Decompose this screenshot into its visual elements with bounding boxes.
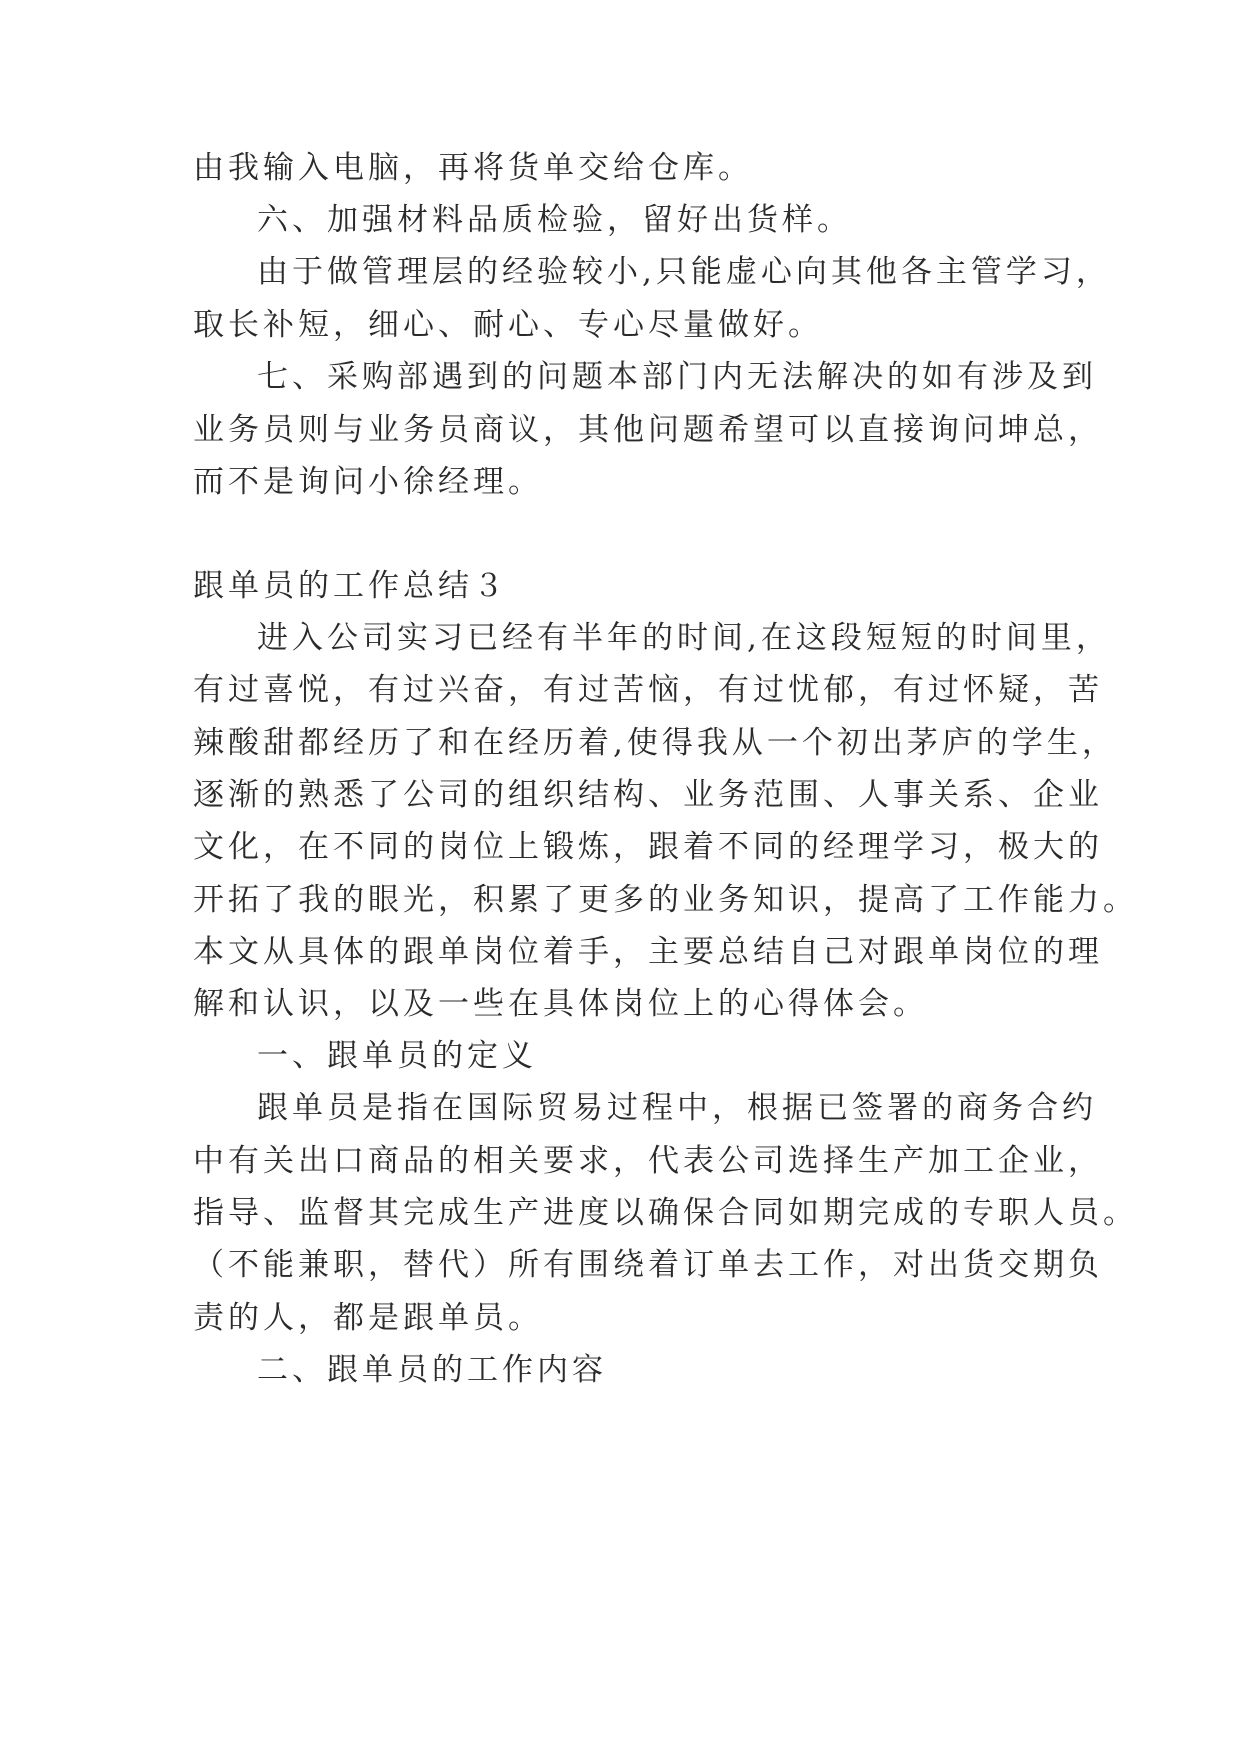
subheading: 二、跟单员的工作内容	[257, 1352, 607, 1388]
text-line: 逐渐的熟悉了公司的组织结构、业务范围、人事关系、企业	[193, 777, 1103, 813]
text-line: 指导、监督其完成生产进度以确保合同如期完成的专职人员。	[193, 1195, 1138, 1231]
text-line: （不能兼职，替代）所有围绕着订单去工作，对出货交期负	[193, 1247, 1103, 1283]
text-line: 取长补短，细心、耐心、专心尽量做好。	[193, 307, 823, 343]
text-line: 辣酸甜都经历了和在经历着,使得我从一个初出茅庐的学生，	[193, 725, 1117, 761]
text-line: 中有关出口商品的相关要求，代表公司选择生产加工企业，	[193, 1143, 1103, 1179]
subheading: 一、跟单员的定义	[257, 1038, 537, 1074]
section-heading: 跟单员的工作总结３	[193, 568, 508, 604]
text-line: 文化，在不同的岗位上锻炼，跟着不同的经理学习，极大的	[193, 829, 1103, 865]
text-line: 由我输入电脑，再将货单交给仓库。	[193, 150, 753, 186]
text-line: 责的人，都是跟单员。	[193, 1300, 543, 1336]
text-line: 业务员则与业务员商议，其他问题希望可以直接询问坤总，	[193, 412, 1103, 448]
text-line: 开拓了我的眼光，积累了更多的业务知识，提高了工作能力。	[193, 882, 1138, 918]
text-line: 六、加强材料品质检验，留好出货样。	[257, 202, 852, 238]
text-line: 进入公司实习已经有半年的时间,在这段短短的时间里，	[257, 620, 1111, 656]
text-line: 而不是询问小徐经理。	[193, 464, 543, 500]
text-line: 由于做管理层的经验较小,只能虚心向其他各主管学习，	[257, 254, 1111, 290]
text-line: 跟单员是指在国际贸易过程中，根据已签署的商务合约	[257, 1090, 1097, 1126]
text-line: 七、采购部遇到的问题本部门内无法解决的如有涉及到	[257, 359, 1097, 395]
text-line: 本文从具体的跟单岗位着手，主要总结自己对跟单岗位的理	[193, 934, 1103, 970]
text-line: 有过喜悦，有过兴奋，有过苦恼，有过忧郁，有过怀疑，苦	[193, 672, 1103, 708]
text-line: 解和认识，以及一些在具体岗位上的心得体会。	[193, 986, 928, 1022]
